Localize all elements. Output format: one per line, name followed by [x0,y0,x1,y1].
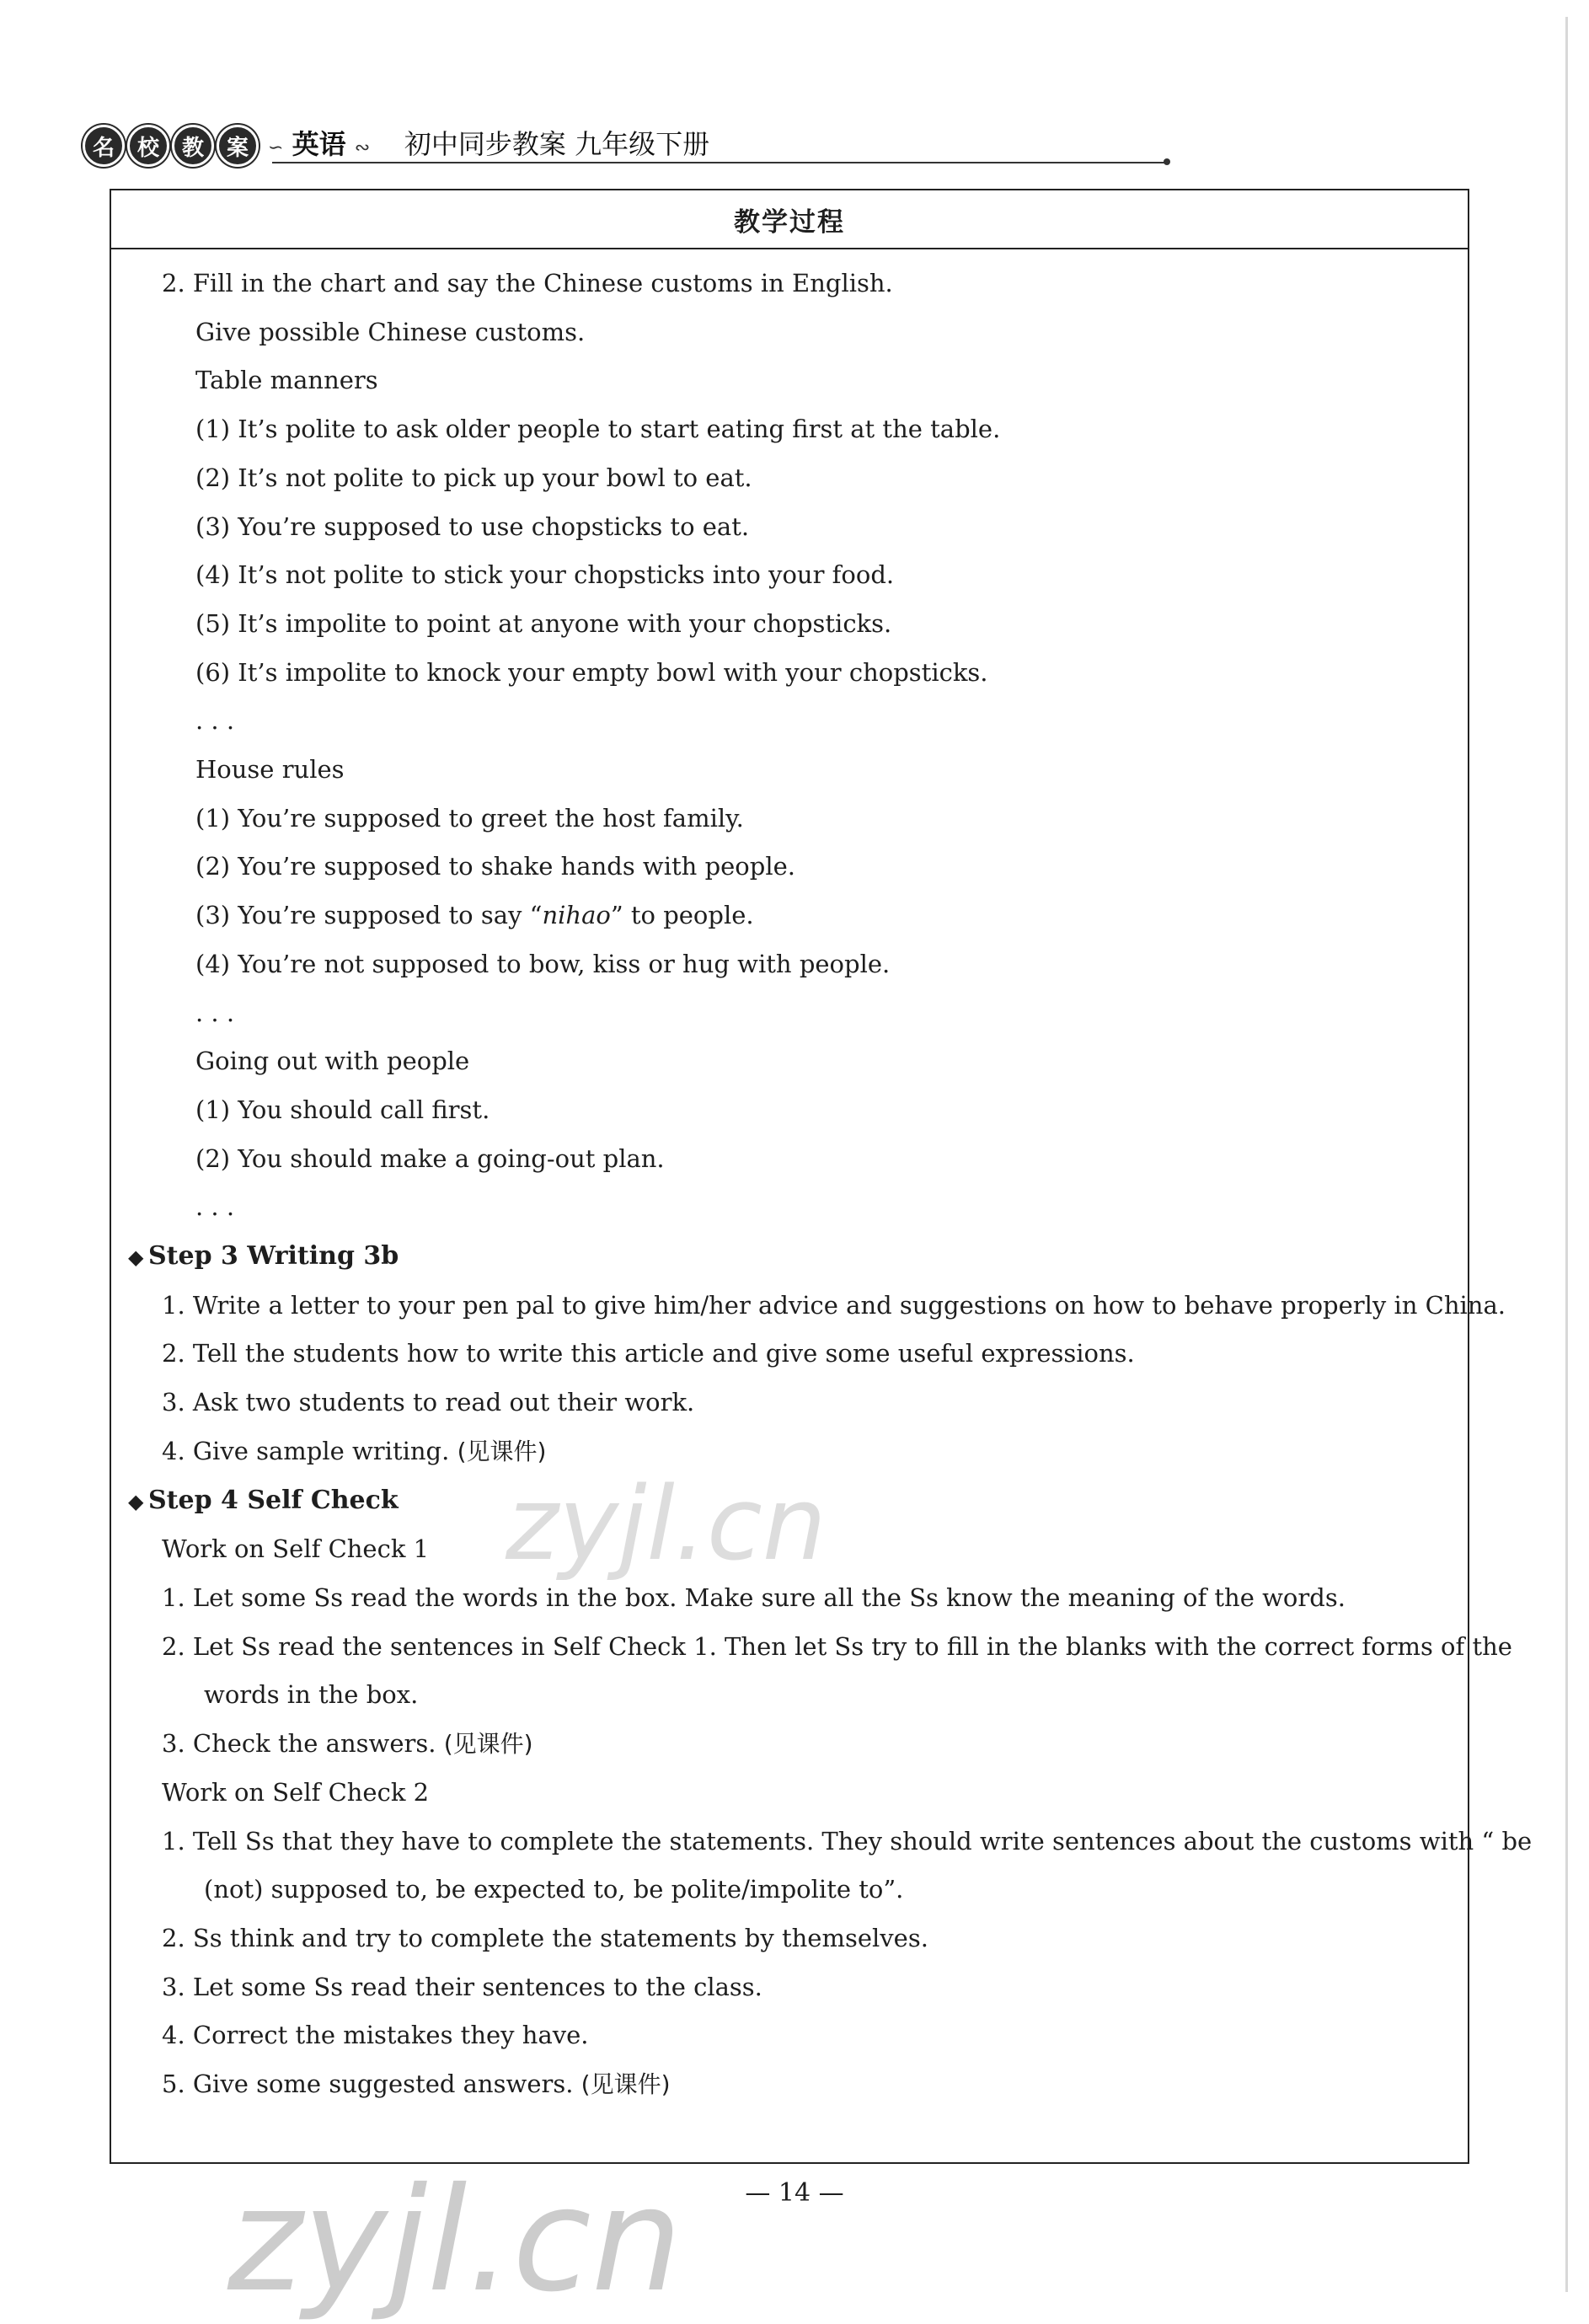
list-item: (4) You’re not supposed to bow, kiss or hug with people. [195,949,891,978]
ellipsis: . . . [195,998,235,1027]
sub-heading: Work on Self Check 1 [162,1534,430,1564]
ellipsis: . . . [195,1192,235,1222]
courseware-note: (见课件) [443,1730,533,1759]
courseware-note: (见课件) [580,2070,671,2099]
list-item: (3) You’re supposed to use chopsticks to eat. [195,511,750,541]
list-item-continuation: words in the box. [204,1680,419,1710]
page-edge [1565,17,1568,2292]
step-title: Step 4 Self Check [148,1485,399,1515]
list-item: 2. Tell the students how to write this article and give some useful expressions. [162,1339,1135,1368]
list-item: (2) It’s not polite to pick up your bowl to eat. [195,463,752,492]
logo-char: 教 [172,125,214,167]
ornament-left-icon: ∽ [268,137,284,158]
list-item: 1. Tell Ss that they have to complete the statements. They should write sentences about the customs with “ be [162,1826,1533,1855]
pinyin-term: nihao [542,901,611,930]
list-item-text: 3. Check the answers. [162,1729,444,1759]
list-item: (2) You’re supposed to shake hands with people. [195,852,795,881]
series-logo [83,125,259,167]
step-heading [128,1232,1442,1282]
list-item [128,1720,1442,1769]
list-item: 3. Ask two students to read out their work. [162,1388,695,1417]
step-title: Step 3 Writing 3b [148,1241,399,1272]
list-item-text: ” to people. [610,901,754,930]
watermark: zyjl.cn [227,2157,682,2324]
table-title: 教学过程 [111,190,1468,249]
item-heading: 2. Fill in the chart and say the Chinese customs in English. [162,269,893,297]
subject-label: 英语 [292,128,346,160]
list-item-text: 5. Give some suggested answers. [162,2070,581,2099]
list-item: 2. Ss think and try to complete the statements by themselves. [162,1923,928,1952]
step-heading [128,1476,1442,1526]
lesson-content [128,260,1533,2109]
list-item-text: (3) You’re supposed to say “ [195,901,543,930]
list-item-text: 4. Give sample writing. [162,1436,457,1465]
list-item-continuation: (not) supposed to, be expected to, be polite/impolite to”. [204,1875,904,1904]
list-item [128,892,1442,940]
list-item: (1) You should call first. [195,1095,490,1124]
courseware-note: (见课件) [457,1437,547,1465]
watermark: zyjl.cn [506,1466,827,1583]
list-item [128,2060,1442,2109]
lesson-table [110,189,1533,2164]
section-title: Going out with people [195,1047,470,1076]
ornament-right-icon: ∾ [354,137,371,158]
list-item: 1. Write a letter to your pen pal to give him/her advice and suggestions on how to behave properly in China. [162,1290,1506,1320]
list-item [128,1427,1442,1476]
section-title: House rules [195,755,345,784]
list-item: 4. Correct the mistakes they have. [162,2021,589,2050]
book-title: 初中同步教案 九年级下册 [404,128,710,160]
sub-heading: Work on Self Check 2 [162,1777,430,1807]
list-item: 1. Let some Ss read the words in the box. Make sure all the Ss know the meaning of the words. [162,1582,1346,1612]
header-title [268,123,709,162]
section-title: Table manners [195,366,378,395]
diamond-bullet-icon: ◆ [128,1488,144,1513]
list-item: (4) It’s not polite to stick your chopsticks into your food. [195,560,895,590]
header-rule [272,162,1165,163]
diamond-bullet-icon: ◆ [128,1245,144,1270]
item-intro: Give possible Chinese customs. [195,317,586,346]
list-item: (6) It’s impolite to knock your empty bowl with your chopsticks. [195,657,988,687]
logo-char: 名 [83,125,125,167]
list-item: (1) You’re supposed to greet the host family. [195,803,744,833]
list-item: 2. Let Ss read the sentences in Self Check 1. Then let Ss try to fill in the blanks with the correct forms of the [162,1631,1512,1661]
page-number: — 14 — [745,2178,844,2208]
logo-char: 校 [127,125,169,167]
page-header [83,118,1085,169]
ellipsis: . . . [195,706,235,736]
list-item: (1) It’s polite to ask older people to start eating first at the table. [195,415,1001,444]
list-item: 3. Let some Ss read their sentences to the class. [162,1972,762,2001]
list-item: (5) It’s impolite to point at anyone with your chopsticks. [195,608,892,638]
logo-char: 案 [217,125,259,167]
list-item: (2) You should make a going-out plan. [195,1143,665,1173]
